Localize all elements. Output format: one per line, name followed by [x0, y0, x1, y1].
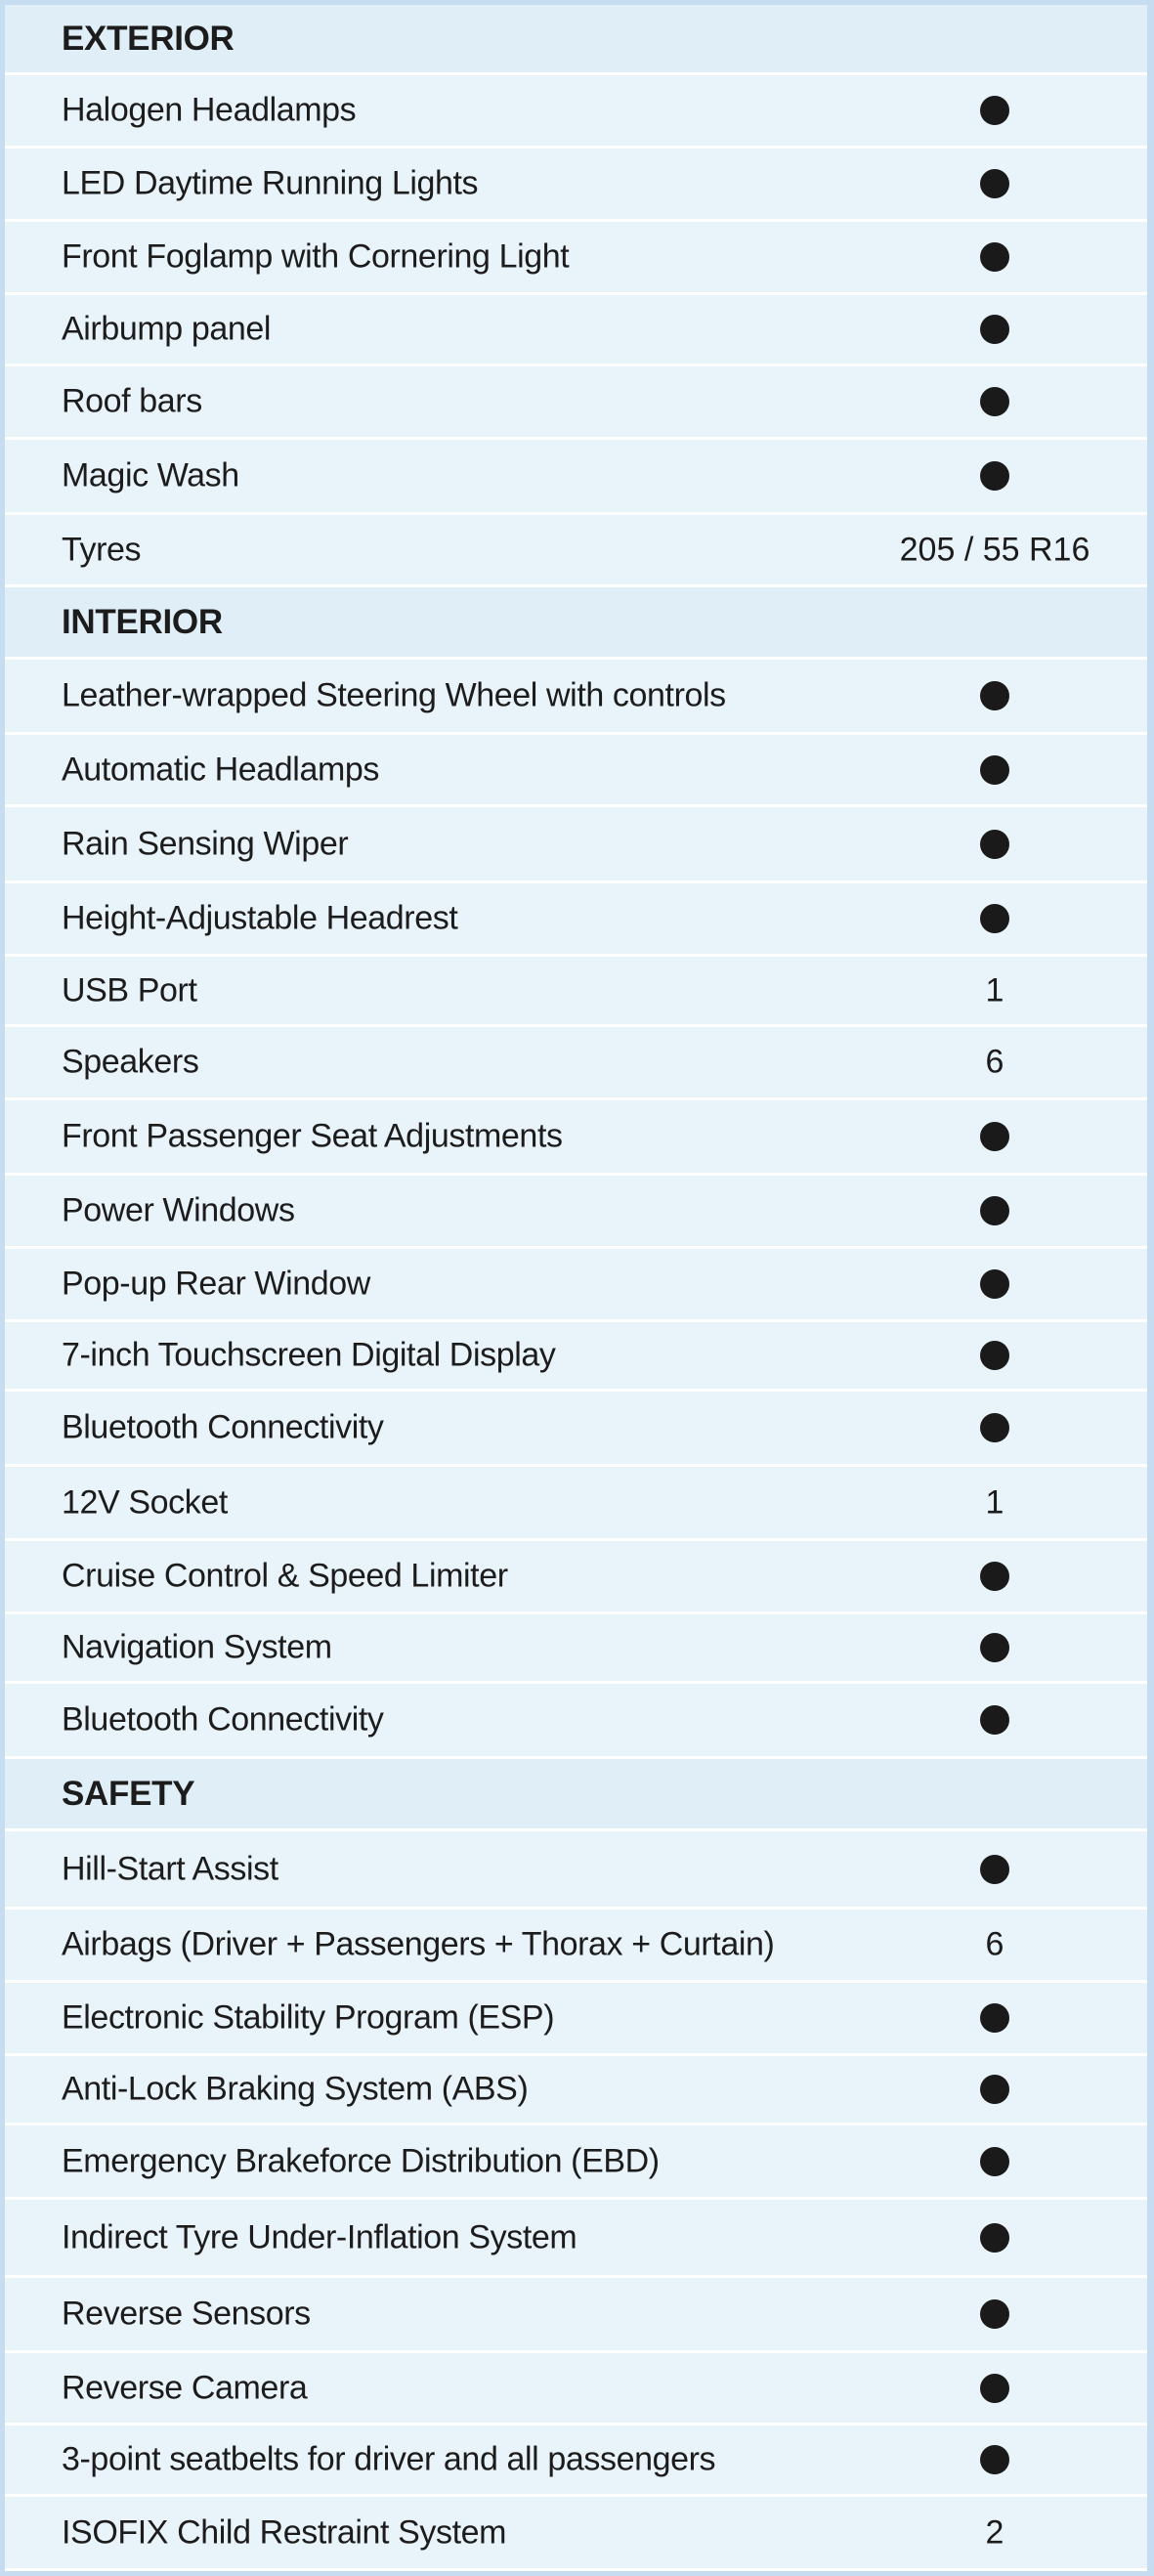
feature-value [980, 461, 1009, 491]
feature-label: Height-Adjustable Headrest [62, 899, 458, 937]
feature-label: Leather-wrapped Steering Wheel with controls [62, 676, 726, 714]
availability-dot [980, 1855, 1009, 1884]
feature-label: Front Passenger Seat Adjustments [62, 1117, 563, 1155]
feature-label: 12V Socket [62, 1483, 228, 1521]
availability-dot [980, 2147, 1009, 2176]
feature-value [980, 830, 1009, 859]
availability-dot [980, 1705, 1009, 1735]
feature-label: Hill-Start Assist [62, 1850, 278, 1887]
feature-label: Speakers [62, 1043, 199, 1081]
feature-value [980, 2299, 1009, 2329]
feature-label: Halogen Headlamps [62, 91, 357, 129]
feature-label: Magic Wash [62, 456, 239, 494]
table-row [5, 75, 1147, 149]
feature-value: 6 [985, 1925, 1004, 1963]
feature-label: Anti-Lock Braking System (ABS) [62, 2070, 529, 2108]
availability-dot [980, 242, 1009, 272]
table-row [5, 1831, 1147, 1910]
availability-dot [980, 904, 1009, 933]
feature-label: Roof bars [62, 382, 202, 420]
availability-dot [980, 461, 1009, 491]
availability-dot [980, 387, 1009, 416]
feature-label: Electronic Stability Program (ESP) [62, 1998, 555, 2037]
feature-label: Rain Sensing Wiper [62, 825, 349, 862]
feature-label: Automatic Headlamps [62, 751, 379, 788]
feature-value: 1 [985, 1483, 1004, 1521]
feature-value [980, 242, 1009, 272]
availability-dot [980, 2299, 1009, 2329]
feature-label: Airbags (Driver + Passengers + Thorax + Curtain) [62, 1925, 775, 1963]
feature-value [980, 2003, 1009, 2033]
feature-value [980, 2223, 1009, 2253]
feature-label: Pop-up Rear Window [62, 1265, 370, 1303]
section-title: SAFETY [62, 1774, 195, 1813]
availability-dot [980, 681, 1009, 710]
table-row [5, 1467, 1147, 1541]
feature-value [980, 315, 1009, 344]
section-header-safety [5, 1759, 1147, 1831]
feature-label: Bluetooth Connectivity [62, 1700, 384, 1739]
section-title: EXTERIOR [62, 19, 235, 58]
table-row [5, 1176, 1147, 1249]
feature-label: Cruise Control & Speed Limiter [62, 1557, 508, 1595]
table-row [5, 1392, 1147, 1467]
feature-label: Front Foglamp with Cornering Light [62, 237, 570, 276]
feature-value [980, 169, 1009, 198]
table-row [5, 366, 1147, 440]
feature-label: Emergency Brakeforce Distribution (EBD) [62, 2142, 660, 2179]
table-row [5, 222, 1147, 295]
feature-value: 2 [985, 2513, 1004, 2551]
feature-value [980, 1269, 1009, 1299]
feature-value [980, 1122, 1009, 1151]
table-row [5, 1910, 1147, 1983]
feature-value [980, 755, 1009, 785]
availability-dot [980, 1633, 1009, 1662]
feature-label: Navigation System [62, 1628, 332, 1666]
feature-label: USB Port [62, 971, 197, 1009]
table-row [5, 2056, 1147, 2125]
feature-value: 6 [985, 1043, 1004, 1081]
feature-value [980, 1633, 1009, 1662]
feature-value [980, 96, 1009, 125]
availability-dot [980, 2445, 1009, 2474]
table-row [5, 295, 1147, 366]
feature-label: LED Daytime Running Lights [62, 164, 479, 202]
table-row [5, 2426, 1147, 2497]
section-header-exterior [5, 5, 1147, 75]
table-row [5, 2353, 1147, 2426]
feature-value [980, 387, 1009, 416]
feature-label: ISOFIX Child Restraint System [62, 2513, 507, 2551]
availability-dot [980, 96, 1009, 125]
availability-dot [980, 755, 1009, 785]
feature-label: Bluetooth Connectivity [62, 1408, 384, 1446]
feature-value [980, 1855, 1009, 1884]
feature-value [980, 1705, 1009, 1735]
table-row [5, 735, 1147, 807]
availability-dot [980, 1413, 1009, 1442]
feature-label: Power Windows [62, 1191, 295, 1229]
feature-label: Airbump panel [62, 310, 272, 348]
table-row [5, 1614, 1147, 1684]
feature-value [980, 2445, 1009, 2474]
table-row [5, 440, 1147, 515]
availability-dot [980, 1269, 1009, 1299]
availability-dot [980, 2075, 1009, 2104]
table-row [5, 2125, 1147, 2200]
table-row [5, 957, 1147, 1027]
feature-label: Tyres [62, 531, 142, 568]
feature-label: Indirect Tyre Under-Inflation System [62, 2218, 577, 2255]
table-row [5, 660, 1147, 735]
feature-value: 1 [985, 971, 1004, 1009]
availability-dot [980, 2223, 1009, 2253]
feature-value [980, 2075, 1009, 2104]
feature-label: Reverse Sensors [62, 2295, 311, 2333]
feature-value [980, 1413, 1009, 1442]
section-header-interior [5, 587, 1147, 660]
table-row [5, 2497, 1147, 2571]
availability-dot [980, 1562, 1009, 1591]
table-row [5, 1983, 1147, 2056]
table-row [5, 1684, 1147, 1759]
feature-value [980, 2374, 1009, 2403]
availability-dot [980, 1341, 1009, 1370]
table-row [5, 1100, 1147, 1176]
feature-label: Reverse Camera [62, 2369, 308, 2406]
availability-dot [980, 2374, 1009, 2403]
feature-value: 205 / 55 R16 [899, 531, 1090, 568]
feature-value [980, 2147, 1009, 2176]
table-row [5, 2278, 1147, 2353]
availability-dot [980, 1196, 1009, 1225]
table-row [5, 2200, 1147, 2278]
table-row [5, 807, 1147, 883]
feature-value [980, 904, 1009, 933]
feature-value [980, 1562, 1009, 1591]
section-title: INTERIOR [62, 602, 223, 641]
availability-dot [980, 169, 1009, 198]
table-row [5, 1027, 1147, 1100]
feature-label: 7-inch Touchscreen Digital Display [62, 1336, 556, 1374]
table-row [5, 883, 1147, 957]
table-row [5, 1541, 1147, 1614]
table-row [5, 515, 1147, 587]
feature-value [980, 681, 1009, 710]
availability-dot [980, 1122, 1009, 1151]
spec-table [5, 5, 1147, 2569]
feature-label: 3-point seatbelts for driver and all passengers [62, 2440, 716, 2478]
table-row [5, 1249, 1147, 1322]
feature-value [980, 1341, 1009, 1370]
availability-dot [980, 830, 1009, 859]
table-row [5, 149, 1147, 222]
availability-dot [980, 2003, 1009, 2033]
availability-dot [980, 315, 1009, 344]
feature-value [980, 1196, 1009, 1225]
table-row [5, 1322, 1147, 1392]
